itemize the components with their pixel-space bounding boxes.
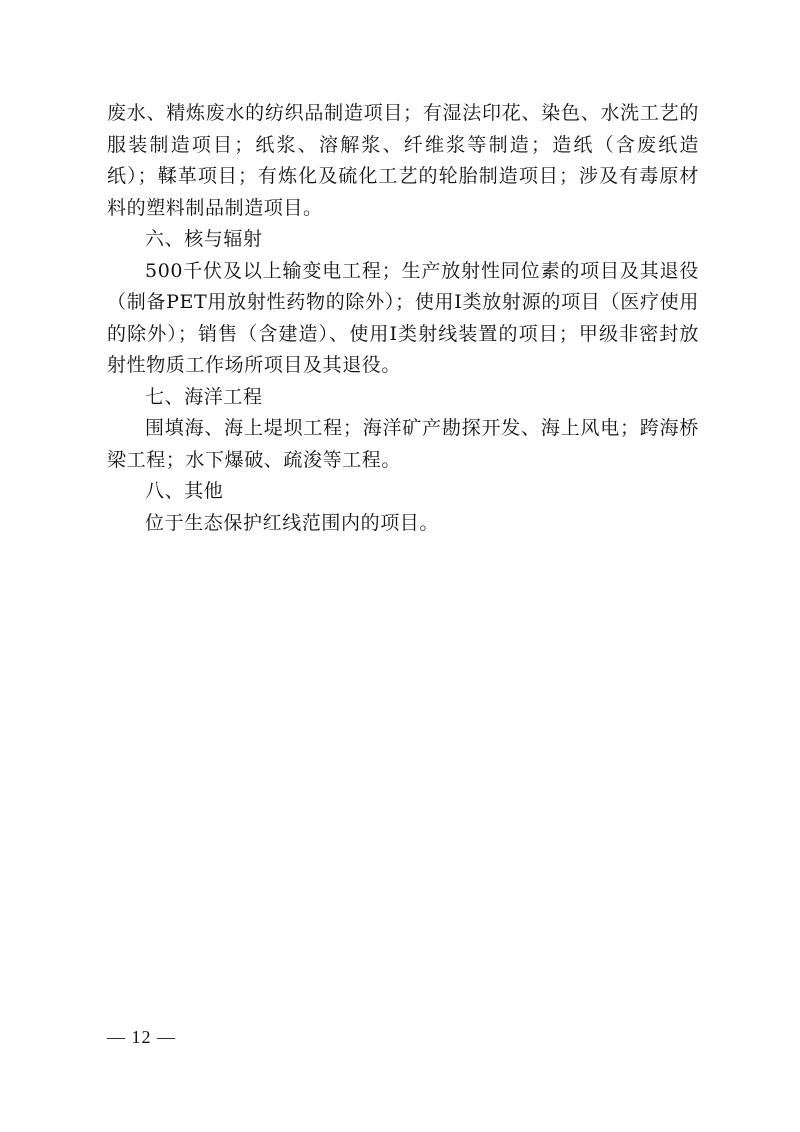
page-number: — 12 — <box>107 1027 176 1047</box>
document-body <box>107 98 699 539</box>
paragraph-textile-projects: 废水、精炼废水的纺织品制造项目；有湿法印花、染色、水洗工艺的服装制造项目；纸浆、溶解浆、纤维浆等制造；造纸（含废纸造纸）；鞣革项目；有炼化及硫化工艺的轮胎制造项目；涉及有毒原材料的塑料制品制造项目。 <box>107 102 699 219</box>
heading-other: 八、其他 <box>145 480 224 502</box>
paragraph-marine-engineering: 围填海、海上堤坝工程；海洋矿产勘探开发、海上风电；跨海桥梁工程；水下爆破、疏浚等工程。 <box>107 417 699 471</box>
heading-nuclear-radiation: 六、核与辐射 <box>145 228 263 250</box>
paragraph-other: 位于生态保护红线范围内的项目。 <box>145 511 440 534</box>
paragraph-nuclear-radiation: 500千伏及以上输变电工程；生产放射性同位素的项目及其退役（制备PET用放射性药物的除外）；使用Ⅰ类放射源的项目（医疗使用的除外）；销售（含建造）、使用Ⅰ类射线装置的项目；甲级非密封放射性物质工作场所项目及其退役。 <box>107 259 699 376</box>
heading-marine-engineering: 七、海洋工程 <box>145 385 263 408</box>
